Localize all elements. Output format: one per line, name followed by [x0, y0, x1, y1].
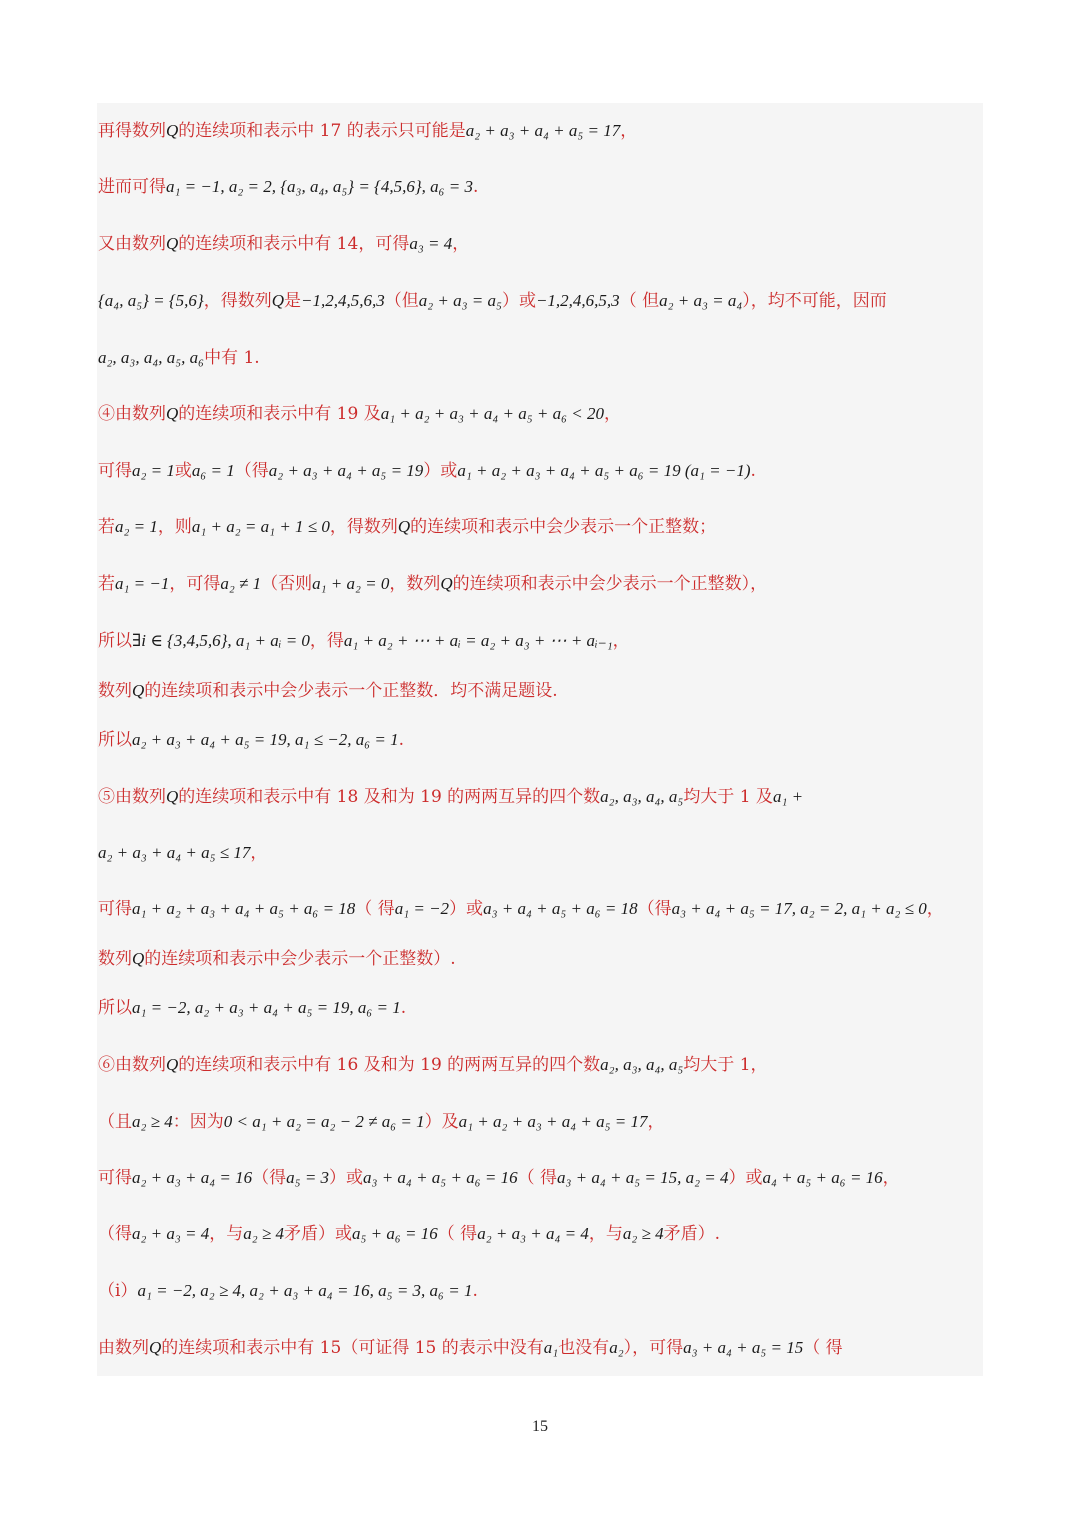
text-segment: 可得	[98, 1168, 132, 1188]
text-line	[98, 997, 406, 1019]
text-segment: 进而可得	[98, 177, 166, 197]
text-segment: ，得数列	[329, 517, 398, 537]
math-expression: a₂	[609, 1338, 624, 1357]
math-expression: a₁ + a₂ + a₃ + a₄ + a₅ + a₆ = 19 (a₁ = −1)	[457, 461, 751, 480]
text-segment: ，则	[157, 517, 192, 537]
math-expression: a₂ ≠ 1	[220, 574, 262, 593]
text-segment: ）或	[728, 1168, 763, 1188]
text-line	[98, 630, 630, 652]
text-segment: ：因为	[172, 1112, 224, 1132]
math-expression: a₃ + a₄ + a₅ = 15	[683, 1338, 804, 1357]
math-expression: Q	[271, 291, 285, 310]
text-segment: 所以	[98, 631, 132, 651]
text-line	[98, 786, 803, 808]
math-expression: a₂ + a₃ + a₄ = 16	[132, 1168, 253, 1187]
text-segment: ）或	[501, 291, 536, 311]
text-segment: 所以	[98, 730, 132, 750]
text-segment: 再得数列	[98, 121, 166, 141]
text-segment: ）及	[424, 1112, 459, 1132]
text-segment: 的连续项和表示中有 19 及	[178, 404, 381, 424]
math-expression: Q	[132, 949, 145, 968]
text-segment: .	[473, 177, 479, 197]
math-expression: −1,2,4,6,5,3	[535, 291, 620, 310]
math-expression: a₁ + a₂ + a₃ + a₄ + a₅ + a₆ < 20	[380, 404, 605, 423]
math-expression: a₂ + a₃ + a₄ = 4	[477, 1224, 589, 1243]
text-segment: ），均不可能，因而	[742, 291, 887, 311]
text-segment: （得	[252, 1168, 287, 1188]
math-expression: a₂ ≥ 4	[243, 1224, 285, 1243]
text-segment: （得	[98, 1224, 132, 1244]
text-segment: ，	[882, 1168, 900, 1188]
text-segment: 的连续项和表示中 17 的表示只可能是	[178, 121, 466, 141]
math-expression: a₁ + a₂ + ⋯ + aᵢ = a₂ + a₃ + ⋯ + aᵢ₋₁	[343, 631, 613, 650]
text-line	[98, 898, 944, 920]
math-expression: a₂, a₃, a₄, a₅	[600, 1055, 684, 1074]
math-expression: a₁ = −1	[115, 574, 170, 593]
text-segment: 若	[98, 517, 115, 537]
text-segment: 的连续项和表示中有 14，可得	[178, 234, 410, 254]
math-expression: a₃ + a₄ + a₅ = 15, a₂ = 4	[556, 1168, 729, 1187]
math-expression: a₁ + a₂ + a₃ + a₄ + a₅ + a₆ = 18	[132, 899, 356, 918]
math-expression: a₂ + a₃ + a₄ + a₅ = 17	[465, 121, 621, 140]
text-line	[98, 1337, 843, 1359]
text-segment: 的连续项和表示中会少表示一个正整数．均不满足题设.	[144, 681, 558, 701]
text-line	[98, 1111, 665, 1133]
text-segment: 中有 1.	[204, 348, 260, 368]
text-line	[98, 176, 478, 198]
text-line	[98, 403, 621, 425]
text-segment: （得	[234, 461, 269, 481]
math-expression: −1,2,4,5,6,3	[301, 291, 385, 310]
text-segment: ，	[612, 631, 630, 651]
text-segment: 的连续项和表示中有 15（可证得 15 的表示中没有	[161, 1338, 544, 1358]
math-expression: a₂ + a₃ + a₄ + a₅ = 19, a₁ ≤ −2, a₆ = 1	[132, 730, 399, 749]
text-line	[98, 842, 267, 864]
math-expression: a₃ + a₄ + a₅ + a₆ = 18	[483, 899, 638, 918]
math-expression: a₁	[543, 1338, 559, 1357]
text-segment: ，	[604, 404, 622, 424]
math-expression: Q	[132, 681, 145, 700]
math-expression: a₅ = 3	[286, 1168, 330, 1187]
math-expression: a₁ + a₂ + a₃ + a₄ + a₅ = 17	[458, 1112, 648, 1131]
math-expression: Q	[397, 517, 411, 536]
text-segment: 可得	[98, 899, 132, 919]
text-segment: ⑥由数列	[98, 1055, 166, 1075]
text-segment: ④由数列	[98, 404, 166, 424]
text-segment: 也没有	[558, 1338, 610, 1358]
math-expression: a₂, a₃, a₄, a₅, a₆	[98, 348, 205, 367]
math-expression: a₄ + a₅ + a₆ = 16	[762, 1168, 883, 1187]
text-segment: ，	[647, 1112, 665, 1132]
text-segment: （否则	[261, 574, 313, 594]
math-expression: a₂ ≥ 4	[622, 1224, 664, 1243]
text-line	[98, 1167, 900, 1189]
text-segment: （ 得	[803, 1338, 843, 1358]
math-expression: Q	[440, 574, 453, 593]
text-segment: （ 得	[437, 1224, 478, 1244]
math-expression: a₆ = 1	[191, 461, 235, 480]
text-segment: .	[472, 1281, 478, 1301]
text-segment: 矛盾）.	[663, 1224, 720, 1244]
math-expression: a₂ + a₃ + a₄ + a₅ = 19	[268, 461, 424, 480]
math-expression: a₁ = −1, a₂ = 2, {a₃, a₄, a₅} = {4,5,6}, a₆ = 3	[166, 177, 474, 196]
text-segment: ，	[250, 843, 268, 863]
text-segment: 的连续项和表示中有 16 及和为 19 的两两互异的四个数	[178, 1055, 601, 1075]
page-number: 15	[532, 1418, 548, 1435]
text-segment: 的连续项和表示中会少表示一个正整数），	[452, 574, 768, 594]
text-segment: ，	[452, 234, 470, 254]
math-expression: Q	[166, 121, 179, 140]
math-expression: a₁ = −2	[394, 899, 450, 918]
text-segment: （ 但	[619, 291, 660, 311]
text-segment: （但	[384, 291, 419, 311]
math-expression: Q	[149, 1338, 162, 1357]
text-line	[98, 516, 716, 538]
text-line	[98, 120, 637, 142]
text-segment: ）或	[329, 1168, 364, 1188]
text-segment: ，数列	[389, 574, 441, 594]
text-segment: 均大于 1 及	[683, 787, 773, 807]
math-expression: a₂ = 1	[132, 461, 175, 480]
text-segment: 均大于 1，	[683, 1055, 768, 1075]
math-expression: a₂ + a₃ = a₅	[418, 291, 502, 310]
math-expression: Q	[166, 234, 179, 253]
text-segment: ，	[926, 899, 944, 919]
math-expression: a₃ + a₄ + a₅ = 17, a₂ = 2, a₁ + a₂ ≤ 0	[671, 899, 927, 918]
math-expression: a₃ = 4	[409, 234, 453, 253]
math-expression: a₁ = −2, a₂ ≥ 4, a₂ + a₃ + a₄ = 16, a₅ = 3, a₆ = 1	[137, 1281, 473, 1300]
math-expression: a₂ + a₃ = a₄	[659, 291, 743, 310]
text-segment: （i）	[98, 1281, 138, 1301]
text-line	[98, 233, 469, 255]
math-expression: a₂ + a₃ = 4	[132, 1224, 210, 1243]
text-segment: 数列	[98, 681, 132, 701]
text-segment: .	[398, 730, 405, 750]
text-line	[98, 347, 260, 369]
text-line	[98, 290, 887, 312]
text-segment: 或	[174, 461, 192, 481]
math-expression: a₃ + a₄ + a₅ + a₆ = 16	[363, 1168, 518, 1187]
text-segment: ，与	[209, 1224, 244, 1244]
math-expression: a₁ = −2, a₂ + a₃ + a₄ + a₅ = 19, a₆ = 1	[132, 998, 401, 1017]
math-expression: Q	[166, 1055, 179, 1074]
text-line	[98, 1054, 768, 1076]
text-line	[98, 948, 456, 970]
text-line	[98, 1280, 478, 1302]
text-line	[98, 729, 404, 751]
text-segment: 的连续项和表示中会少表示一个正整数；	[410, 517, 717, 537]
text-segment: ，可得	[169, 574, 221, 594]
math-expression: a₅ + a₆ = 16	[352, 1224, 438, 1243]
text-segment: 数列	[98, 949, 132, 969]
text-segment: 的连续项和表示中有 18 及和为 19 的两两互异的四个数	[178, 787, 601, 807]
text-segment: ⑤由数列	[98, 787, 166, 807]
math-expression: a₂ = 1	[115, 517, 158, 536]
text-segment: .	[750, 461, 756, 481]
math-expression: Q	[166, 787, 179, 806]
text-line	[98, 680, 558, 702]
math-expression: a₁ +	[772, 787, 804, 806]
text-segment: 又由数列	[98, 234, 166, 254]
text-segment: 矛盾）或	[284, 1224, 353, 1244]
text-segment: ，	[620, 121, 638, 141]
text-line	[98, 573, 767, 595]
text-segment: （得	[637, 899, 672, 919]
text-segment: 可得	[98, 461, 132, 481]
math-expression: ∃i ∈ {3,4,5,6}, a₁ + aᵢ = 0	[132, 631, 310, 650]
text-segment: ，得	[309, 631, 344, 651]
math-expression: a₂, a₃, a₄, a₅	[600, 787, 684, 806]
text-segment: 的连续项和表示中会少表示一个正整数）.	[144, 949, 456, 969]
math-expression: Q	[166, 404, 179, 423]
text-segment: ）或	[423, 461, 458, 481]
text-segment: （ 得	[517, 1168, 557, 1188]
text-segment: ，与	[588, 1224, 623, 1244]
text-segment: ），可得	[623, 1338, 684, 1358]
text-segment: （且	[98, 1112, 132, 1132]
math-expression: a₂ ≥ 4	[132, 1112, 173, 1131]
text-segment: 是	[284, 291, 302, 311]
text-segment: 所以	[98, 998, 132, 1018]
text-line	[98, 1223, 720, 1245]
math-expression: a₁ + a₂ = 0	[312, 574, 390, 593]
text-segment: 若	[98, 574, 115, 594]
text-segment: （ 得	[355, 899, 395, 919]
text-segment: ）或	[449, 899, 484, 919]
text-segment: .	[400, 998, 407, 1018]
math-expression: 0 < a₁ + a₂ = a₂ − 2 ≠ a₆ = 1	[223, 1112, 425, 1131]
text-line	[98, 460, 756, 482]
math-expression: {a₄, a₅} = {5,6}	[98, 291, 204, 310]
text-segment: ，得数列	[203, 291, 272, 311]
text-segment: 由数列	[98, 1338, 149, 1358]
math-expression: a₂ + a₃ + a₄ + a₅ ≤ 17	[98, 843, 251, 862]
math-expression: a₁ + a₂ = a₁ + 1 ≤ 0	[191, 517, 330, 536]
